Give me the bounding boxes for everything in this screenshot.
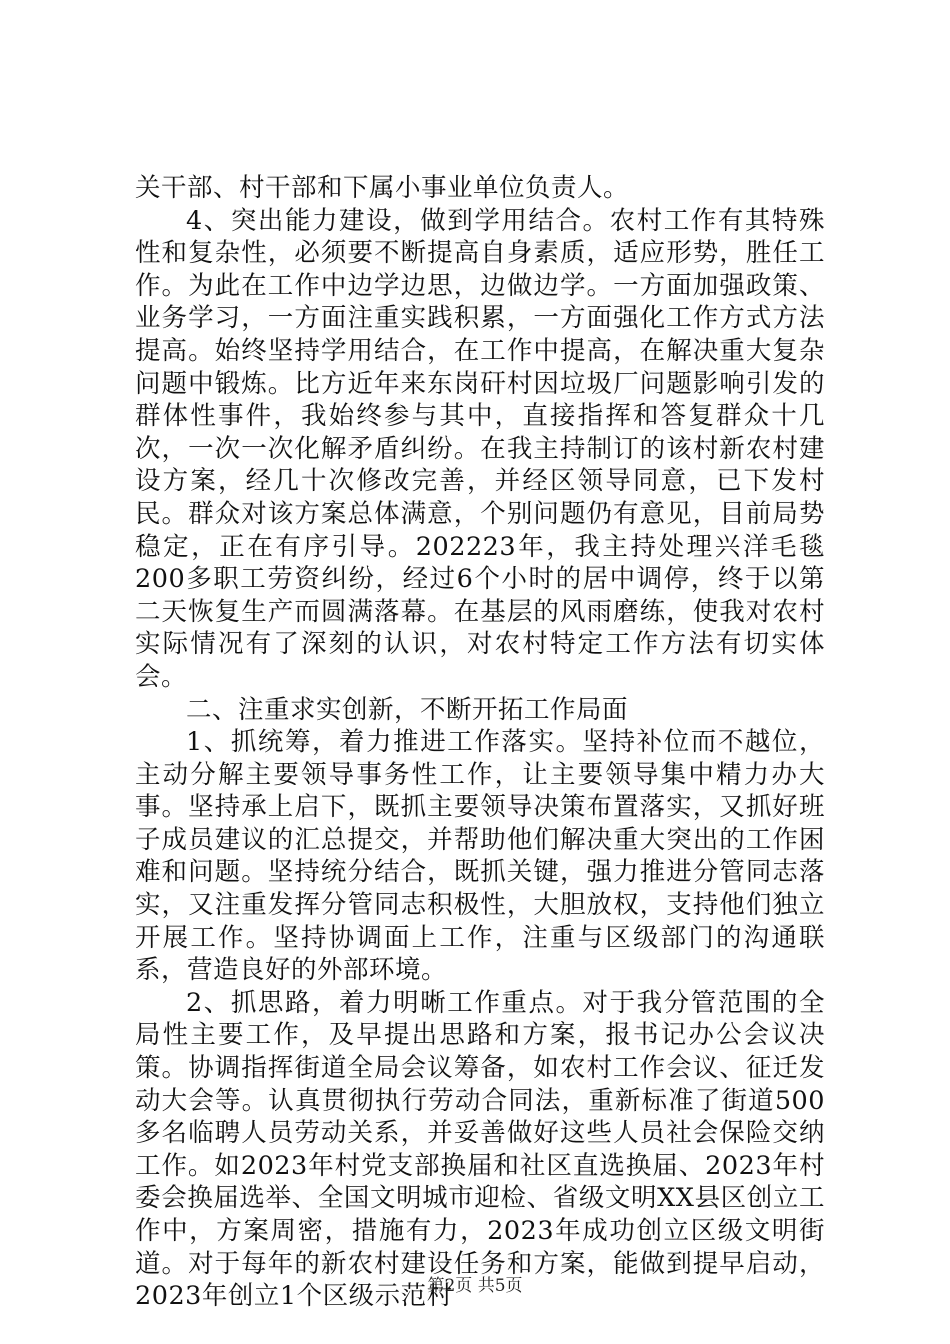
paragraph-planning: 2、抓思路，着力明晰工作重点。对于我分管范围的全局性主要工作，及早提出思路和方案，报书记办公会议决策。协调指挥街道全局会议筹备，如农村工作会议、征迁发动大会等。认真贯彻执行劳动合同法，重新标准了街道500多名临聘人员劳动关系，并妥善做好这些人员社会保险交纳工作。如2023年村党支部换届和社区直选换届、2023年村委会换届选举、全国文明城市迎检、省级文明XX县区创立工作中，方案周密，措施有力，2023年成功创立区级文明街道。对于每年的新农村建设任务和方案，能做到提早启动，2023年创立1个区级示范村 [135, 987, 825, 1312]
section-heading-2: 二、注重求实创新，不断开拓工作局面 [186, 694, 629, 725]
paragraph-continuation: 关干部、村干部和下属小事业单位负责人。 [135, 173, 630, 203]
page-footer: 第2页 共5页 [427, 1276, 523, 1296]
paragraph-capacity-building: 4、突出能力建设，做到学用结合。农村工作有其特殊性和复杂性，必须要不断提高自身素质，适应形势，胜任工作。为此在工作中边学边思，边做边学。一方面加强政策、业务学习，一方面注重实践积累，一方面强化工作方式方法提高。始终坚持学用结合，在工作中提高，在解决重大复杂问题中锻炼。比方近年来东岗矸村因垃圾厂问题影响引发的群体性事件，我始终参与其中，直接指挥和答复群众十几次，一次一次化解矛盾纠纷。在我主持制订的该村新农村建设方案，经几十次修改完善，并经区领导同意，已下发村民。群众对该方案总体满意，个别问题仍有意见，目前局势稳定，正在有序引导。202223年，我主持处理兴洋毛毯200多职工劳资纠纷，经过6个小时的居中调停，终于以第二天恢复生产而圆满落幕。在基层的风雨磨练，使我对农村实际情况有了深刻的认识，对农村特定工作方法有切实体会。 [135, 205, 825, 692]
paragraph-coordination: 1、抓统筹，着力推进工作落实。坚持补位而不越位，主动分解主要领导事务性工作，让主要领导集中精力办大事。坚持承上启下，既抓主要领导决策布置落实，又抓好班子成员建议的汇总提交，并帮助他们解决重大突出的工作困难和问题。坚持统分结合，既抓关键，强力推进分管同志落实，又注重发挥分管同志积极性，大胆放权，支持他们独立开展工作。坚持协调面上工作，注重与区级部门的沟通联系，营造良好的外部环境。 [135, 727, 825, 986]
document-body [135, 172, 825, 1313]
